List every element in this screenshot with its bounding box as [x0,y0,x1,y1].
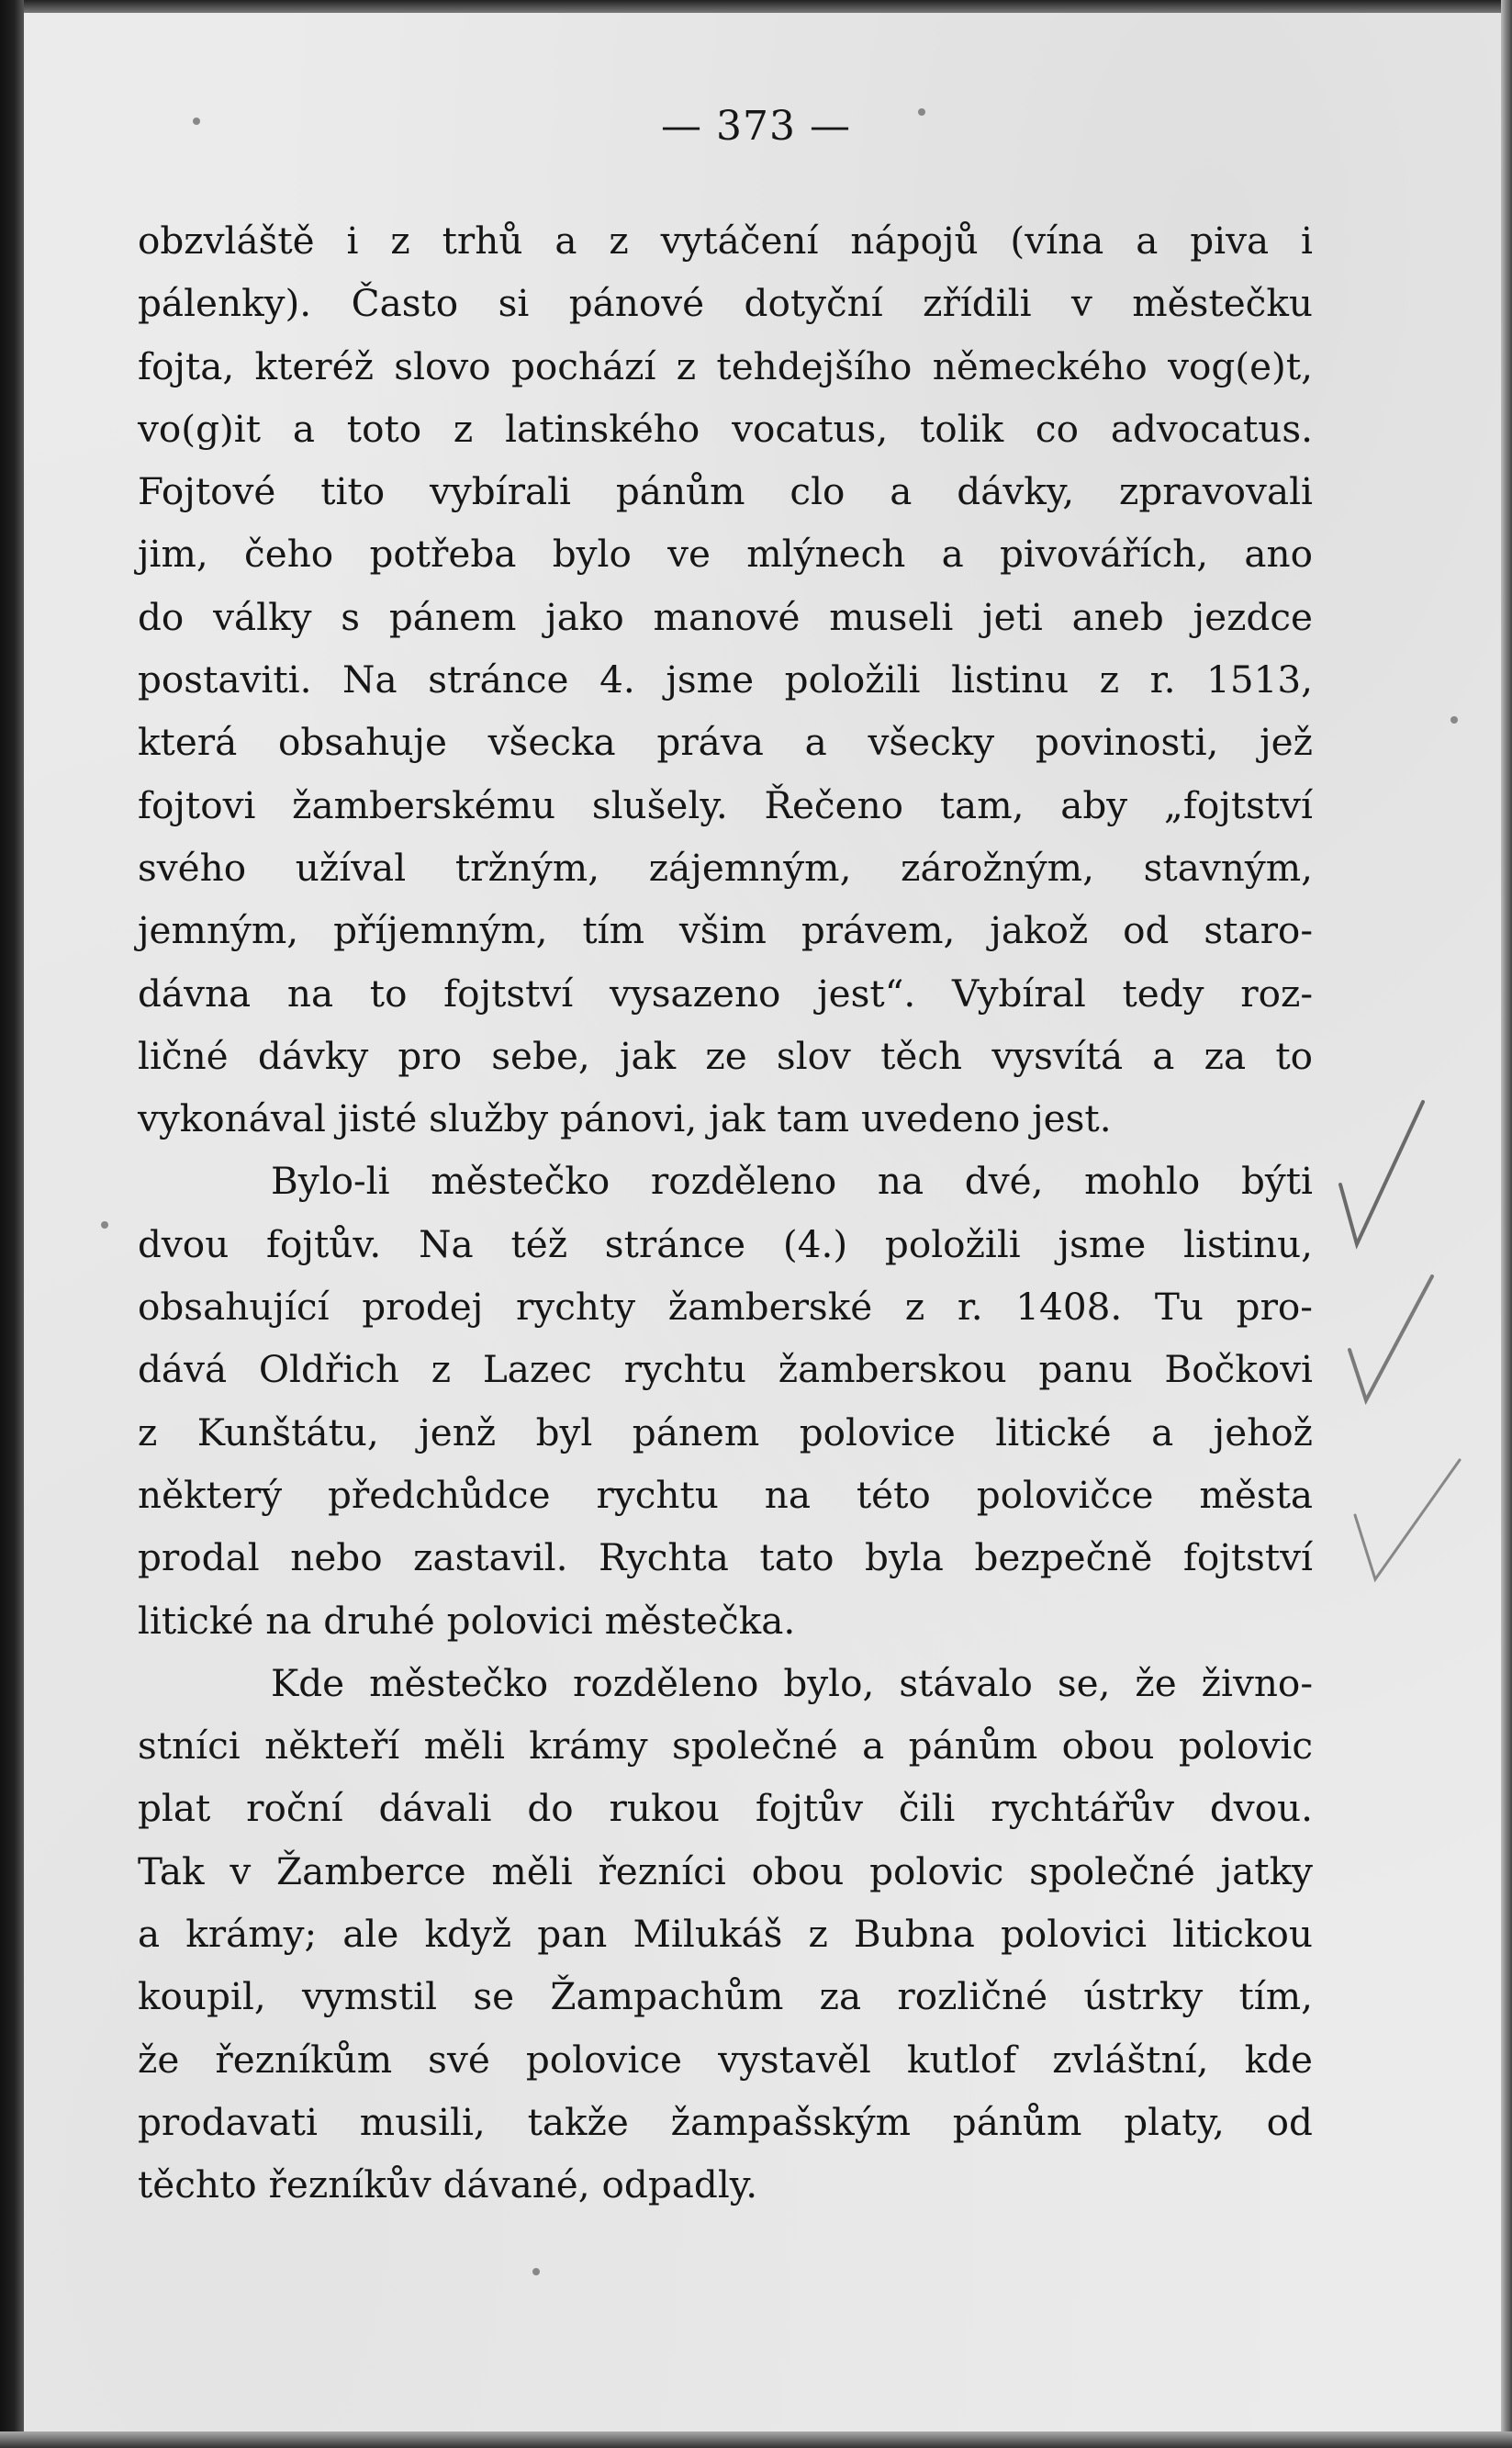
text-line: vykonával jisté služby pánovi, jak tam uvedeno jest. [138,1096,1112,1141]
scan-top-border [0,0,1512,13]
text-line-paragraph-start: Bylo-li městečko rozděleno na dvé, mohlo býti [271,1159,1313,1204]
scan-speck [101,1221,108,1229]
page-number: — 373 — [661,103,851,150]
text-line: fojtovi žamberskému slušely. Řečeno tam, aby „fojtství [138,782,1313,827]
scan-left-border [0,0,24,2448]
text-line: která obsahuje všecka práva a všecky povinosti, jež [138,720,1313,765]
body-text [138,209,1313,2217]
text-line: Tak v Žamberce měli řezníci obou polovic společné jatky [138,1848,1313,1893]
text-line-paragraph-start: Kde městečko rozděleno bylo, stávalo se, že živno- [271,1660,1313,1705]
text-line: Fojtové tito vybírali pánům clo a dávky, zpravovali [138,469,1313,514]
text-line: některý předchůdce rychtu na této polovičce města [138,1472,1313,1517]
text-line: ličné dávky pro sebe, jak ze slov těch vysvítá a za to [138,1033,1313,1078]
text-line: dávna na to fojtství vysazeno jest“. Vybíral tedy roz- [138,971,1313,1016]
text-line: dvou fojtův. Na též stránce (4.) položili jsme listinu, [138,1221,1313,1266]
text-line: fojta, kteréž slovo pochází z tehdejšího německého vog(e)t, [138,343,1313,388]
scan-bottom-border [0,2431,1512,2448]
text-line: obzvláště i z trhů a z vytáčení nápojů (vína a piva i [138,219,1313,263]
text-line: koupil, vymstil se Žampachům za rozličné ústrky tím, [138,1974,1313,2019]
text-line: prodavati musili, takže žampašským pánům platy, od [138,2099,1313,2144]
text-line: těchto řezníkův dávané, odpadly. [138,2162,758,2207]
text-line: stníci někteří měli krámy společné a pánům obou polovic [138,1724,1313,1769]
text-line: a krámy; ale když pan Milukáš z Bubna polovici litickou [138,1912,1313,1957]
scan-speck [918,108,925,116]
text-line: pálenky). Často si pánové dotyční zřídili v městečku [138,281,1313,326]
text-line: obsahující prodej rychty žamberské z r. 1408. Tu pro- [138,1285,1313,1330]
text-line: svého užíval tržným, zájemným, zárožným, stavným, [138,845,1313,890]
check-mark-icon [1322,1084,1506,1634]
text-line: postaviti. Na stránce 4. jsme položili listinu z r. 1513, [138,657,1313,702]
text-line: dává Oldřich z Lazec rychtu žamberskou panu Bočkovi [138,1347,1313,1392]
text-line: plat roční dávali do rukou fojtův čili rychtářův dvou. [138,1786,1313,1831]
scan-speck [1450,716,1458,724]
text-line: litické na druhé polovici městečka. [138,1598,796,1643]
text-line: prodal nebo zastavil. Rychta tato byla bezpečně fojtství [138,1535,1313,1580]
text-line: jim, čeho potřeba bylo ve mlýnech a pivovářích, ano [138,532,1313,577]
text-line: do války s pánem jako manové museli jeti aneb jezdce [138,594,1313,639]
scan-speck [193,118,200,125]
text-line: vo(g)it a toto z latinského vocatus, tolik co advocatus. [138,406,1313,451]
text-line: že řezníkům své polovice vystavěl kutlof zvláštní, kde [138,2037,1313,2082]
text-line: jemným, příjemným, tím všim právem, jakož od staro- [138,908,1313,953]
scan-speck [532,2268,540,2275]
text-line: z Kunštátu, jenž byl pánem polovice litické a jehož [138,1409,1313,1454]
